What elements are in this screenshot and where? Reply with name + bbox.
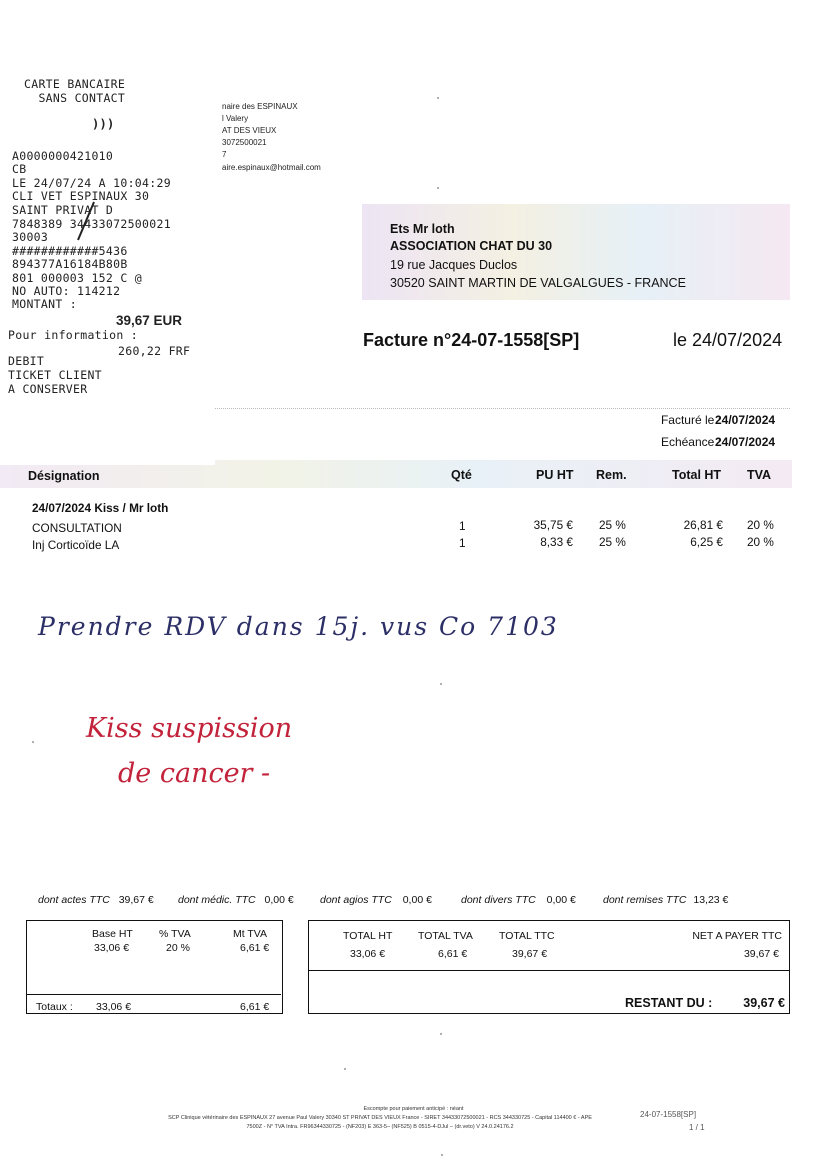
clinic-email: aire.espinaux@hotmail.com	[222, 163, 321, 172]
receipt-line: DEBIT	[8, 354, 45, 368]
receipt-line: 7848389 34433072500021	[12, 217, 171, 231]
receipt-line: CB	[12, 162, 27, 176]
receipt-line: A CONSERVER	[8, 382, 88, 396]
total-tva-value: 6,61 €	[438, 948, 468, 960]
summary-agios: dont agios TTC 0,00 €	[320, 894, 432, 906]
vat-totals-base: 33,06 €	[96, 1001, 132, 1013]
summary-medic: dont médic. TTC 0,00 €	[178, 894, 294, 906]
total-ht-label: TOTAL HT	[343, 930, 393, 942]
due-date: 24/07/2024	[715, 435, 776, 449]
footer-legal-line1: SCP Clinique vétérinaire des ESPINAUX 27 avenue Paul Valery 30340 ST PRIVAT DES VIEUX France - SIRET 34433072500021 - RCS 344330725 - Capital 114400 € - APE	[168, 1115, 592, 1121]
billed-date: 24/07/2024	[715, 413, 776, 427]
col-tva: TVA	[747, 468, 772, 482]
summary-remises: dont remises TTC 13,23 €	[603, 894, 729, 906]
scan-speck	[440, 1033, 442, 1035]
total-tva-label: TOTAL TVA	[418, 930, 473, 942]
col-qty: Qté	[451, 468, 472, 482]
remaining-due-label: RESTANT DU :	[625, 996, 713, 1010]
clinic-address: l Valery	[222, 114, 249, 123]
customer-org: ASSOCIATION CHAT DU 30	[390, 239, 553, 253]
net-to-pay-value: 39,67 €	[743, 948, 779, 960]
row-qty: 1	[459, 536, 466, 550]
receipt-line: A0000000421010	[12, 149, 114, 163]
pen-stroke-icon	[74, 198, 98, 244]
vat-header-rate: % TVA	[159, 928, 191, 940]
footer-discount-note: Escompte pour paiement anticipé : néant	[363, 1106, 464, 1112]
divider	[215, 408, 790, 409]
total-ttc-value: 39,67 €	[512, 948, 548, 960]
clinic-phone: 7	[222, 150, 227, 159]
row-designation: Inj Corticoïde LA	[32, 538, 120, 552]
net-to-pay-label: NET A PAYER TTC	[692, 930, 782, 942]
row-pu-ht: 35,75 €	[533, 518, 573, 532]
scan-speck	[344, 1068, 346, 1070]
col-total-ht: Total HT	[672, 468, 722, 482]
receipt-line: MONTANT :	[12, 297, 78, 311]
customer-street: 19 rue Jacques Duclos	[390, 258, 518, 272]
footer-legal-line2: 7500Z - N° TVA Intra. FR96344330725 - (NF203) E 363-5– (NF525) B 0515-4-DJul – (dr.veto) V 24.0.24176.2	[246, 1124, 514, 1130]
receipt-line: 894377A16184B80B	[12, 257, 128, 271]
col-designation: Désignation	[28, 469, 100, 483]
receipt-line: 801 000003 152 C @	[12, 271, 143, 285]
vat-header-amount: Mt TVA	[233, 928, 268, 940]
vat-base-value: 33,06 €	[94, 942, 130, 954]
receipt-amount-frf: 260,22 FRF	[118, 344, 191, 358]
divider	[27, 994, 281, 995]
clinic-city: AT DES VIEUX	[222, 126, 277, 135]
customer-city: 30520 SAINT MARTIN DE VALGALGUES - FRANCE	[390, 276, 686, 290]
receipt-line: ############5436	[12, 244, 128, 258]
receipt-info-label: Pour information :	[8, 328, 139, 342]
scan-speck	[437, 187, 439, 189]
row-rem: 25 %	[599, 535, 626, 549]
items-group-label: 24/07/2024 Kiss / Mr loth	[32, 501, 169, 515]
row-rem: 25 %	[599, 518, 626, 532]
receipt-line: CARTE BANCAIRE	[24, 77, 126, 91]
summary-divers: dont divers TTC 0,00 €	[461, 894, 576, 906]
row-total-ht: 6,25 €	[690, 535, 723, 549]
row-tva: 20 %	[747, 535, 774, 549]
scan-speck	[437, 97, 439, 99]
summary-actes: dont actes TTC 39,67 €	[38, 894, 154, 906]
receipt-line: CLI VET ESPINAUX 30	[12, 189, 150, 203]
scan-speck	[32, 741, 34, 743]
handwritten-note-appointment: Prendre RDV dans 15j. vus Co 7103	[38, 612, 559, 641]
divider	[309, 970, 789, 971]
billed-label: Facturé le :	[660, 413, 721, 427]
row-total-ht: 26,81 €	[683, 518, 723, 532]
due-label: Echéance :	[660, 435, 721, 449]
receipt-line: NO AUTO: 114212	[12, 284, 121, 298]
card-receipt	[0, 70, 215, 465]
vat-rate-value: 20 %	[166, 942, 190, 954]
row-designation: CONSULTATION	[32, 521, 122, 535]
scan-speck	[441, 1154, 443, 1156]
col-pu-ht: PU HT	[536, 468, 574, 482]
customer-address-block	[362, 204, 790, 300]
customer-name: Ets Mr loth	[390, 222, 455, 236]
receipt-amount-eur: 39,67 EUR	[116, 313, 183, 328]
total-ttc-label: TOTAL TTC	[499, 930, 555, 942]
receipt-line: LE 24/07/24 A 10:04:29	[12, 176, 171, 190]
clinic-siret: 3072500021	[222, 138, 267, 147]
invoice-date: le 24/07/2024	[673, 330, 783, 350]
vat-totals-label: Totaux :	[36, 1001, 73, 1013]
footer-page-number: 1 / 1	[689, 1123, 705, 1132]
receipt-line: 30003	[12, 230, 49, 244]
receipt-line: SAINT PRIVAT D	[12, 203, 114, 217]
scan-speck	[440, 683, 442, 685]
footer-invoice-ref: 24-07-1558[SP]	[640, 1110, 697, 1119]
handwritten-note-diagnosis: Kiss suspission	[86, 713, 293, 744]
row-qty: 1	[459, 519, 466, 533]
vat-header-base: Base HT	[92, 928, 133, 940]
receipt-line: TICKET CLIENT	[8, 368, 102, 382]
row-tva: 20 %	[747, 518, 774, 532]
invoice-title: Facture n°24-07-1558[SP]	[363, 330, 580, 350]
handwritten-note-diagnosis-2: de cancer -	[118, 758, 271, 789]
contactless-icon: )))	[92, 117, 115, 131]
col-rem: Rem.	[596, 468, 627, 482]
vat-amount-value: 6,61 €	[240, 942, 270, 954]
vat-totals-amount: 6,61 €	[240, 1001, 270, 1013]
receipt-line: SANS CONTACT	[24, 91, 126, 105]
row-pu-ht: 8,33 €	[540, 535, 573, 549]
clinic-name: naire des ESPINAUX	[222, 102, 298, 111]
remaining-due-value: 39,67 €	[743, 996, 785, 1010]
total-ht-value: 33,06 €	[350, 948, 386, 960]
